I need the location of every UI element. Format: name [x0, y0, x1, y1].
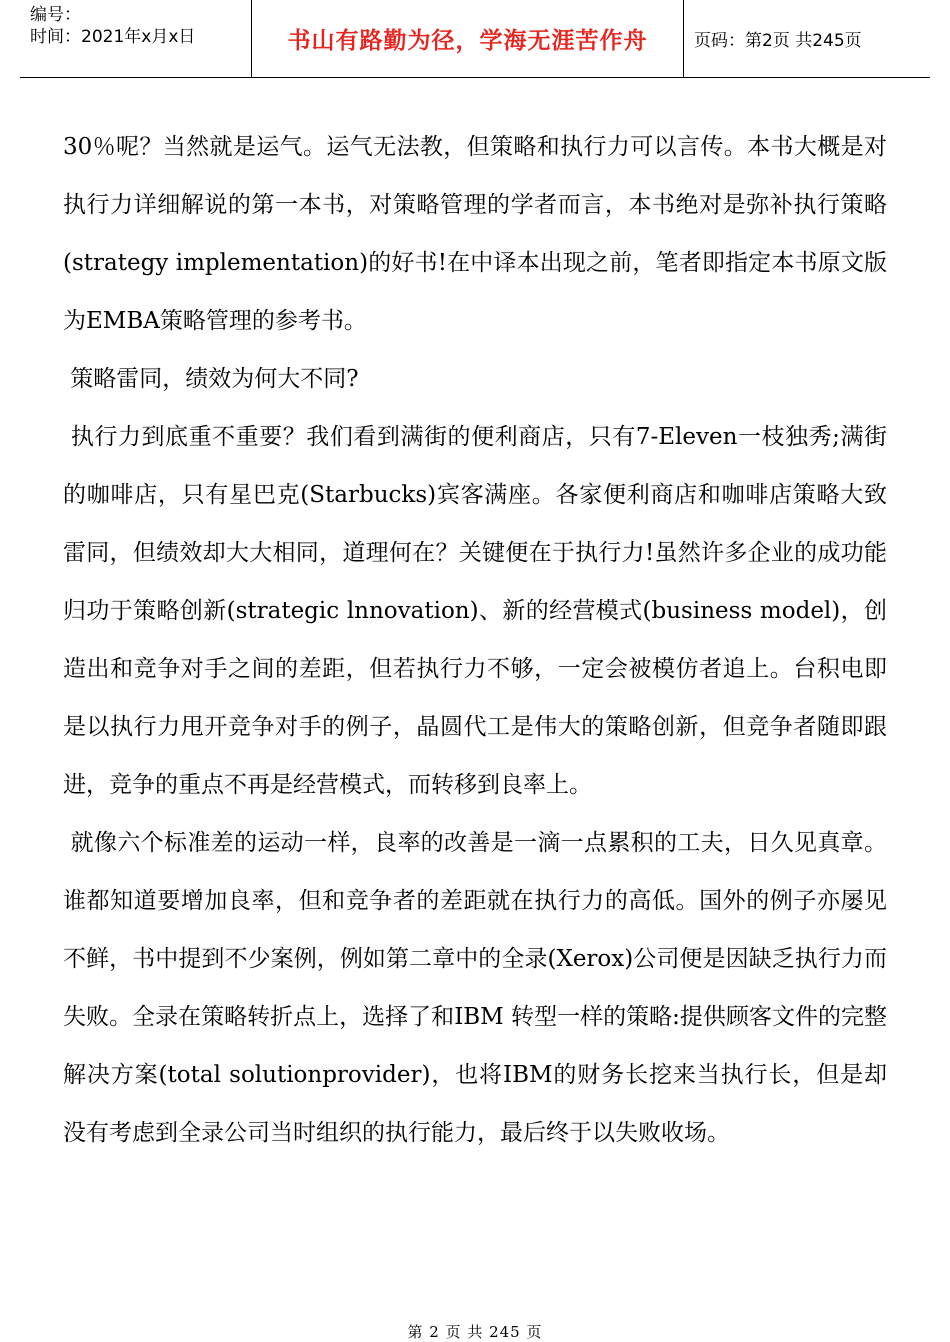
paragraph: 执行力到底重不重要？我们看到满街的便利商店，只有7-Eleven一枝独秀;满街的咖啡店，只有星巴克(Starbucks)宾客满座。各家便利商店和咖啡店策略大致雷同，但绩效却大大相同，道理何在？关键便在于执行力!虽然许多企业的成功能归功于策略创新(strategic lnnovation)、新的经营模式(business model)，创造出和竞争对手之间的差距，但若执行力不够，一定会被模仿者追上。台积电即是以执行力甩开竞争对手的例子，晶圆代工是伟大的策略创新，但竞争者随即跟进，竞争的重点不再是经营模式，而转移到良率上。 [63, 424, 887, 798]
serial-label: 编号： [30, 5, 81, 25]
paragraph: 30％呢？当然就是运气。运气无法教，但策略和执行力可以言传。本书大概是对执行力详细解说的第一本书，对策略管理的学者而言，本书绝对是弥补执行策略(strategy implementation)的好书!在中译本出现之前，笔者即指定本书原文版为EMBA策略管理的参考书。 [63, 134, 887, 334]
header-info-cell [20, 0, 252, 77]
page-info: 页码：第2页 共245页 [694, 31, 862, 51]
page-header [20, 0, 930, 78]
header-motto-cell [252, 0, 684, 77]
footer-page-number: 第 2 页 共 245 页 [407, 1323, 543, 1341]
paragraph: 就像六个标准差的运动一样，良率的改善是一滴一点累积的工夫，日久见真章。谁都知道要增加良率，但和竞争者的差距就在执行力的高低。国外的例子亦屡见不鲜，书中提到不少案例，例如第二章中的全录(Xerox)公司便是因缺乏执行力而失败。全录在策略转折点上，选择了和IBM 转型一样的策略:提供顾客文件的完整解决方案(total solutionprovider)，也将IBM的财务长挖来当执行长，但是却没有考虑到全录公司当时组织的执行能力，最后终于以失败收场。 [63, 830, 888, 1146]
motto-text: 书山有路勤为径，学海无涯苦作舟 [287, 28, 648, 54]
document-body [63, 118, 887, 1162]
time-label: 时间：2021年x月x日 [30, 27, 196, 47]
header-page-cell [684, 0, 930, 77]
paragraph: 策略雷同，绩效为何大不同? [63, 366, 359, 392]
page-footer [0, 1321, 950, 1342]
